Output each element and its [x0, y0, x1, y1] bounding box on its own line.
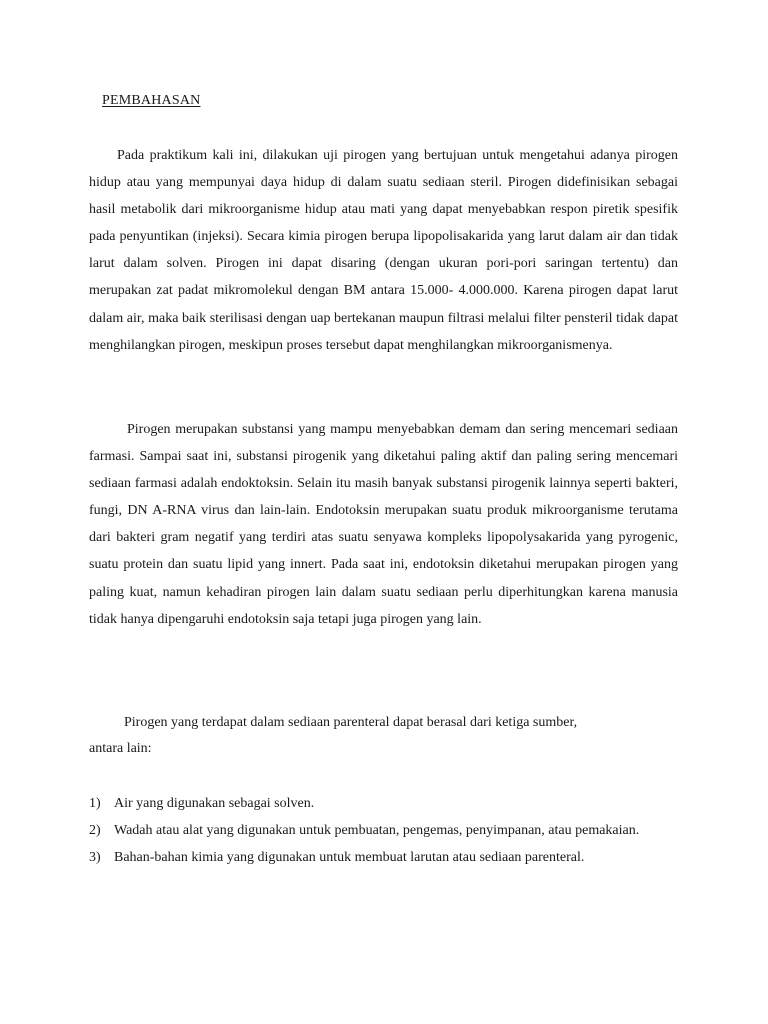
numbered-list	[89, 790, 678, 871]
paragraph-3-line-2: antara lain:	[89, 741, 152, 756]
list-item-number: 2)	[89, 823, 101, 838]
paragraph-3	[89, 710, 678, 762]
list-item-number: 3)	[89, 850, 101, 865]
list-item-text: Air yang digunakan sebagai solven.	[114, 796, 315, 811]
section-heading: PEMBAHASAN	[102, 93, 201, 108]
paragraph-3-line-1: Pirogen yang terdapat dalam sediaan parenteral dapat berasal dari ketiga sumber,	[124, 715, 578, 730]
list-item-number: 1)	[89, 796, 101, 811]
paragraph-1: Pada praktikum kali ini, dilakukan uji pirogen yang bertujuan untuk mengetahui adanya pirogen hidup atau yang mempunyai daya hidup di dalam suatu sediaan steril. Pirogen didefinisikan sebagai hasil metabolik dari mikroorganisme hidup atau mati yang dapat menyebabkan respon piretik spesifik pada penyuntikan (injeksi). Secara kimia pirogen berupa lipopolisakarida yang larut dalam air dan tidak larut dalam solven. Pirogen ini dapat disaring (dengan ukuran pori-pori saringan tertentu) dan merupakan zat padat mikromolekul dengan BM antara 15.000- 4.000.000. Karena pirogen dapat larut dalam air, maka baik sterilisasi dengan uap bertekanan maupun filtrasi melalui filter pensteril tidak dapat menghilangkan pirogen, meskipun proses tersebut dapat menghilangkan mikroorganismenya.	[89, 148, 678, 353]
list-item-text: Wadah atau alat yang digunakan untuk pembuatan, pengemas, penyimpanan, atau pemakaian.	[114, 823, 640, 838]
list-item-text: Bahan-bahan kimia yang digunakan untuk membuat larutan atau sediaan parenteral.	[114, 850, 585, 865]
list-item	[89, 844, 678, 871]
paragraph-2: Pirogen merupakan substansi yang mampu menyebabkan demam dan sering mencemari sediaan farmasi. Sampai saat ini, substansi pirogenik yang diketahui paling aktif dan paling sering mencemari sediaan farmasi adalah endoktoksin. Selain itu masih banyak substansi pirogenik lainnya seperti bakteri, fungi, DN A-RNA virus dan lain-lain. Endotoksin merupakan suatu produk mikroorganisme terutama dari bakteri gram negatif yang terdiri atas suatu senyawa kompleks lipopolysakarida yang pyrogenic, suatu protein dan suatu lipid yang innert. Pada saat ini, endotoksin diketahui merupakan pirogen yang paling kuat, namun kehadiran pirogen lain dalam suatu sediaan perlu diperhitungkan karena manusia tidak hanya dipengaruhi endotoksin saja tetapi juga pirogen yang lain.	[89, 422, 678, 627]
list-item	[89, 817, 678, 844]
list-item	[89, 790, 678, 817]
